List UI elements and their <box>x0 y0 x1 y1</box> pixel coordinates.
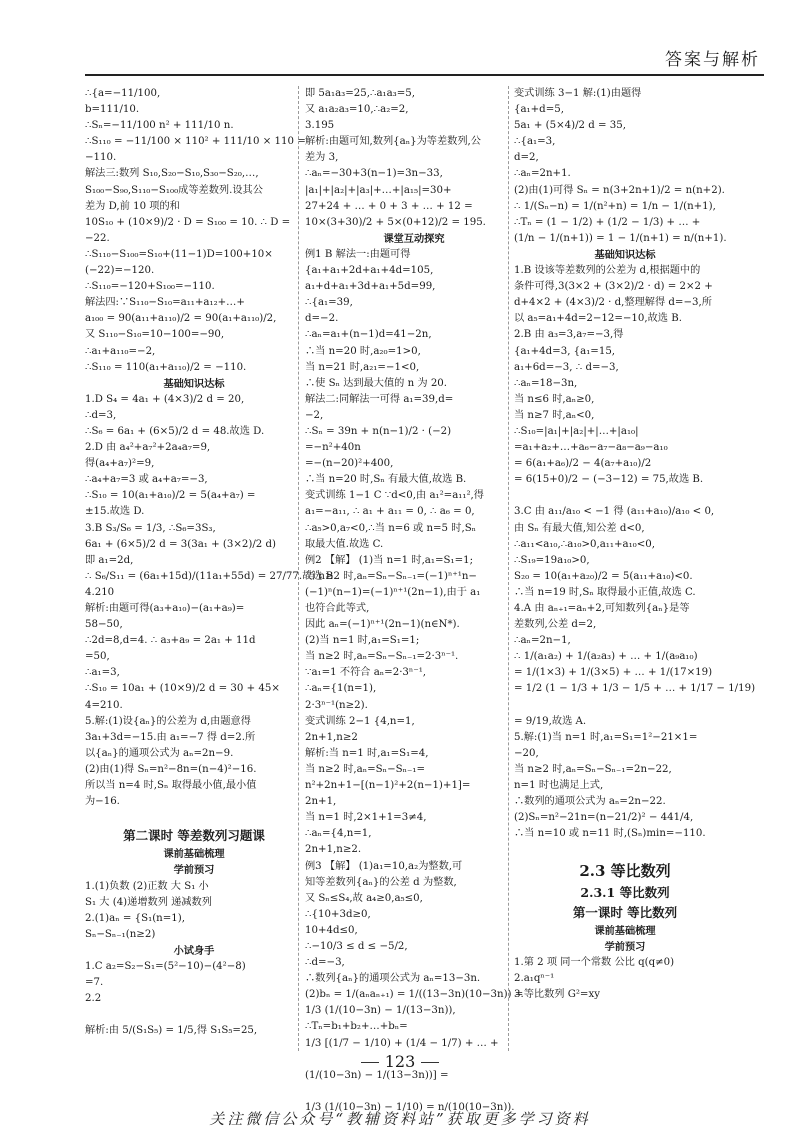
text-line: (−1)ⁿ(n−1)=(−1)ⁿ⁺¹(2n−1),由于 a₁ <box>305 586 481 598</box>
text-line: 变式训练 3−1 解:(1)由题得 <box>514 88 642 99</box>
text-line: (1/(10−3n) − 1/(13−3n))] = <box>305 1069 449 1081</box>
text-line: = 1/2 (1 − 1/3 + 1/3 − 1/5 + … + 1/17 − 1/19) <box>514 683 756 695</box>
text-line: 2.D 由 a₄²+a₇²+2a₄a₇=9, <box>85 442 211 454</box>
text-line: ∴{10+3d≥0, <box>305 908 371 920</box>
footer-note: 关注微信公众号“教辅资料站”获取更多学习资料 <box>209 1110 591 1128</box>
text-line: 为−16. <box>85 796 120 808</box>
text-line: (1/n − 1/(n+1)) = 1 − 1/(n+1) = n/(n+1). <box>514 232 727 244</box>
section-heading: 第二课时 等差数列习题课 <box>123 828 265 844</box>
text-line <box>514 698 736 714</box>
text-line: 3.C 由 a₁₁/a₁₀ < −1 得 (a₁₁+a₁₀)/a₁₀ < 0, <box>514 506 715 518</box>
text-line: ∴S₁₁₀ = −11/100 × 110² + 111/10 × 110 = <box>85 136 306 148</box>
text-line: 1.第 2 项 同一个常数 公比 q(q≠0) <box>514 956 675 968</box>
text-line: ∴aₙ=a₁+(n−1)d=41−2n, <box>305 329 432 341</box>
text-line: ∴ 1/(a₁a₂) + 1/(a₂a₃) + … + 1/(a₉a₁₀) <box>514 651 698 663</box>
text-line: 3a₁+3d=−15.由 a₁=−7 得 d=2.所 <box>85 731 256 743</box>
text-line: 得(a₄+a₇)²=9, <box>85 458 155 470</box>
text-line: −110. <box>85 152 117 164</box>
text-line: −2, <box>305 409 324 421</box>
text-line: 10×(3+30)/2 + 5×(0+12)/2 = 195. <box>305 216 486 228</box>
text-line: 差为 3, <box>305 152 339 164</box>
text-line: ∴aₙ=18−3n, <box>514 377 578 389</box>
text-line: 条件可得,3(3×2 + (3×2)/2 · d) = 2×2 + <box>514 281 713 293</box>
text-line: (2)当 n=1 时,a₁=S₁=1; <box>305 635 420 647</box>
text-line: =a₁+a₂+…+a₆−a₇−a₈−a₉−a₁₀ <box>514 442 668 454</box>
text-line: ∴当 n=19 时,Sₙ 取得最小正值,故选 C. <box>514 586 696 598</box>
text-line: ∴aₙ=−30+3(n−1)=3n−33, <box>305 168 443 180</box>
section-heading: 课前基础梳理 <box>594 924 656 937</box>
text-line: ∴S₁₁₀−S₁₀₀=S₁₀+(11−1)D=100+10× <box>85 248 273 260</box>
text-line: 当 n≤6 时,aₙ≥0, <box>514 393 595 405</box>
text-line: 变式训练 1−1 C ∵d<0,由 a₁²=a₁₁²,得 <box>305 490 484 502</box>
text-line <box>514 488 736 504</box>
text-line: a₁+d+a₁+3d+a₁+5d=99, <box>305 281 436 293</box>
text-line: 6a₁ + (6×5)/2 d = 3(3a₁ + (3×2)/2 d) <box>85 538 276 550</box>
column-middle <box>305 86 523 1116</box>
text-line: 差数列,公差 d=2, <box>514 619 597 631</box>
text-line: (2)由(1)可得 Sₙ = n(3+2n+1)/2 = n(n+2). <box>514 184 725 196</box>
text-line: = 1/(1×3) + 1/(3×5) + … + 1/(17×19) <box>514 667 713 679</box>
text-line: |a₁|+|a₂|+|a₃|+…+|a₁₅|=30+ <box>305 184 452 196</box>
text-line: (2)Sₙ=n²−21n=(n−21/2)² − 441/4, <box>514 812 694 824</box>
text-line: 当 n≥7 时,aₙ<0, <box>514 409 595 421</box>
section-heading: 2.3 等比数列 <box>579 861 671 880</box>
text-line: a₁₀₀ = 90(a₁₁+a₁₁₀)/2 = 90(a₁+a₁₁₀)/2, <box>85 313 277 325</box>
text-line: ∴{a₁=3, <box>514 136 556 148</box>
text-line: ∴Tₙ = (1 − 1/2) + (1/2 − 1/3) + … + <box>514 216 701 228</box>
text-line: d+4×2 + (4×3)/2 · d,整理解得 d=−3,所 <box>514 297 712 309</box>
text-line: 解析:由题可得(a₃+a₁₀)−(a₁+a₉)= <box>85 603 245 614</box>
section-heading: 课堂互动探究 <box>383 232 445 245</box>
page-number: 123 <box>0 1052 800 1071</box>
text-line: 当 n=1 时,2×1+1=3≠4, <box>305 812 427 824</box>
text-line: ∴S₁₁₀=−120+S₁₀₀=−110. <box>85 281 215 293</box>
text-line: 当 n≥2 时,aₙ=Sₙ−Sₙ₋₁=2n−22, <box>514 763 672 775</box>
column-right <box>514 86 756 1003</box>
text-line: 例1 B 解法一:由题可得 <box>305 248 411 260</box>
text-line: ∴a₄+a₇=3 或 a₄+a₇=−3, <box>85 474 208 486</box>
text-line: (2)bₙ = 1/(aₙaₙ₊₁) = 1/((13−3n)(10−3n)) = <box>305 989 524 1001</box>
text-line: 当 n≥2 时,aₙ=Sₙ−Sₙ₋₁=2·3ⁿ⁻¹. <box>305 651 459 663</box>
text-line: =7. <box>85 977 104 989</box>
text-line: ∴Tₙ=b₁+b₂+…+bₙ= <box>305 1021 408 1033</box>
text-line: 例3 【解】 (1)a₁=10,a₂为整数,可 <box>305 860 463 872</box>
text-line: ∴Sₙ=−11/100 n² + 111/10 n. <box>85 120 234 132</box>
page-header-title: 答案与解析 <box>665 50 760 70</box>
section-heading: 学前预习 <box>173 864 215 877</box>
text-line: 27+24 + … + 0 + 3 + … + 12 = <box>305 200 473 212</box>
text-line: 即 5a₁a₃=25,∴a₁a₃=5, <box>305 88 416 99</box>
text-line: 又 S₁₁₀−S₁₀=10−100=−90, <box>85 329 225 341</box>
text-line: ∴数列{aₙ}的通项公式为 aₙ=13−3n. <box>305 973 481 985</box>
section-heading: 学前预习 <box>604 940 646 953</box>
text-line <box>85 1007 303 1023</box>
text-line: =−(n−20)²+400, <box>305 458 394 470</box>
text-line: ∴使 Sₙ 达到最大值的 n 为 20. <box>305 377 448 389</box>
text-line: 4.A 由 aₙ₊₁=aₙ+2,可知数列{aₙ}是等 <box>514 603 690 614</box>
text-line: ∴d=−3, <box>305 957 345 969</box>
text-line: ∴当 n=20 时,a₂₀=1>0, <box>305 345 421 357</box>
section-heading: 第一课时 等比数列 <box>572 904 678 920</box>
section-heading: 课前基础梳理 <box>163 848 225 861</box>
text-line: {a₁+d=5, <box>514 104 564 116</box>
text-line: S₁₀₀−S₉₀,S₁₁₀−S₁₀₀成等差数列.设其公 <box>85 184 263 196</box>
text-line: 所以当 n=4 时,Sₙ 取得最小值,最小值 <box>85 780 257 792</box>
text-line: 又 Sₙ≤S₄,故 a₄≥0,a₅≤0, <box>305 892 423 904</box>
text-line: 2n+1,n≥2 <box>305 731 358 743</box>
text-line: 知等差数列{aₙ}的公差 d 为整数, <box>305 876 457 888</box>
text-line: 2n+1,n≥2. <box>305 844 362 856</box>
text-line: 以 a₅=a₁+4d=2−12=−10,故选 B. <box>514 313 682 325</box>
text-line: 5a₁ + (5×4)/2 d = 35, <box>514 120 626 132</box>
text-line: 取最大值.故选 C. <box>305 538 384 550</box>
text-line: 1/3 (1/(10−3n) − 1/10) = n/(10(10−3n)). <box>305 1101 515 1113</box>
text-line: ∴S₆ = 6a₁ + (6×5)/2 d = 48.故选 D. <box>85 425 265 437</box>
text-line: ∴2d=8,d=4. ∴ a₃+a₉ = 2a₁ + 11d <box>85 635 256 647</box>
text-line: n=1 时也满足上式, <box>514 780 604 792</box>
text-line <box>305 1084 523 1100</box>
text-line: 3.195 <box>305 120 335 132</box>
text-line: 5.解:(1)当 n=1 时,a₁=S₁=1²−21×1= <box>514 731 698 743</box>
section-heading: 基础知识达标 <box>163 377 225 390</box>
text-line <box>514 842 736 858</box>
text-line: 解法三:数列 S₁₀,S₂₀−S₁₀,S₃₀−S₂₀,…, <box>85 168 259 180</box>
text-line: ±15.故选 D. <box>85 506 145 518</box>
text-line: d=2, <box>514 152 539 164</box>
text-line: −20, <box>514 747 539 759</box>
text-line: 2·3ⁿ⁻¹(n≥2). <box>305 699 368 711</box>
text-line: ∴aₙ={4,n=1, <box>305 828 372 840</box>
text-line: Sₙ−Sₙ₋₁(n≥2) <box>85 928 156 940</box>
text-line: 2.a₁qⁿ⁻¹ <box>514 972 555 984</box>
text-line <box>85 810 303 826</box>
text-line: b=111/10. <box>85 104 140 116</box>
text-line: ∴ S₆/S₁₁ = (6a₁+15d)/(11a₁+55d) = 27/77.故选 B. <box>85 570 337 582</box>
text-line: 当 n=21 时,a₂₁=−1<0, <box>305 361 420 373</box>
text-line: −22. <box>85 232 110 244</box>
text-line: 1.(1)负数 (2)正数 大 S₁ 小 <box>85 880 209 892</box>
section-heading: 2.3.1 等比数列 <box>580 884 670 900</box>
text-line: ∴Sₙ = 39n + n(n−1)/2 · (−2) <box>305 425 452 437</box>
column-separator-1 <box>298 86 299 1051</box>
section-heading: 小试身手 <box>173 944 215 957</box>
text-line: ∵a₁=1 不符合 aₙ=2·3ⁿ⁻¹, <box>305 667 427 679</box>
text-line: 又 a₁a₂a₃=10,∴a₂=2, <box>305 104 409 116</box>
text-line: 由 Sₙ 有最大值,知公差 d<0, <box>514 522 645 534</box>
text-line: ∴当 n=20 时,Sₙ 有最大值,故选 B. <box>305 474 467 486</box>
text-line: n²+2n+1−[(n−1)²+2(n−1)+1]= <box>305 780 471 792</box>
text-line: 58−50, <box>85 619 123 631</box>
text-line: 解析:当 n=1 时,a₁=S₁=4, <box>305 747 429 759</box>
text-line: ∴aₙ={1(n=1), <box>305 683 377 695</box>
text-line: (2)由(1)得 Sₙ=n²−8n=(n−4)²−16. <box>85 763 257 775</box>
text-line: = 6(15+0)/2 − (−3−12) = 75,故选 B. <box>514 474 704 486</box>
text-line: 3.等比数列 G²=xy <box>514 988 600 1000</box>
text-line: 差为 D,前 10 项的和 <box>85 200 180 212</box>
text-line: a₁=−a₁₁, ∴ a₁ + a₁₁ = 0, ∴ a₆ = 0, <box>305 506 475 518</box>
text-line: ∴S₁₀=|a₁|+|a₂|+|…+|a₁₀| <box>514 425 639 437</box>
text-line: 解法二:同解法一可得 a₁=39,d= <box>305 393 454 405</box>
text-line: 当 n≥2 时,aₙ=Sₙ−Sₙ₋₁=(−1)ⁿ⁺¹n− <box>305 570 477 582</box>
text-line: = 6(a₁+a₆)/2 − 4(a₇+a₁₀)/2 <box>514 458 652 470</box>
text-line: 当 n≥2 时,aₙ=Sₙ−Sₙ₋₁= <box>305 763 425 775</box>
text-line: d=−2. <box>305 313 339 325</box>
section-heading: 基础知识达标 <box>594 248 656 261</box>
text-line: 1.C a₂=S₂−S₁=(5²−10)−(4²−8) <box>85 960 246 972</box>
text-line: ∴S₁₀ = 10(a₁+a₁₀)/2 = 5(a₄+a₇) = <box>85 490 256 502</box>
text-line: 解析:由 5/(S₁S₅) = 1/5,得 S₁S₅=25, <box>85 1025 258 1037</box>
text-line: ∴−10/3 ≤ d ≤ −5/2, <box>305 940 408 952</box>
text-line: 因此 aₙ=(−1)ⁿ⁺¹(2n−1)(n∈N*). <box>305 619 460 631</box>
text-line: S₂₀ = 10(a₁+a₂₀)/2 = 5(a₁₁+a₁₀)<0. <box>514 570 693 582</box>
header-rule <box>85 74 764 76</box>
text-line: ∴a₁=3, <box>85 667 120 679</box>
text-line: ∴S₁₀ = 10a₁ + (10×9)/2 d = 30 + 45× <box>85 683 280 695</box>
text-line: 也符合此等式, <box>305 603 370 614</box>
text-line: 4.210 <box>85 586 115 598</box>
text-line: ∴a₁₁<a₁₀,∴a₁₀>0,a₁₁+a₁₀<0, <box>514 538 655 550</box>
text-line: a₁+6d=−3, ∴ d=−3, <box>514 361 619 373</box>
text-line: 2.2 <box>85 993 102 1005</box>
text-line: 1.B 设该等差数列的公差为 d,根据题中的 <box>514 265 701 277</box>
text-line: ∴S₁₉=19a₁₀>0, <box>514 554 590 566</box>
text-line: 例2 【解】 (1)当 n=1 时,a₁=S₁=1; <box>305 554 474 566</box>
text-line: 以{aₙ}的通项公式为 aₙ=2n−9. <box>85 747 234 759</box>
text-line: 10S₁₀ + (10×9)/2 · D = S₁₀₀ = 10. ∴ D = <box>85 216 291 228</box>
column-separator-2 <box>508 86 509 1051</box>
text-line: ∴当 n=10 或 n=11 时,(Sₙ)min=−110. <box>514 828 706 840</box>
text-line: ∴a₅>0,a₇<0,∴当 n=6 或 n=5 时,Sₙ <box>305 522 477 534</box>
text-line: 即 a₁=2d, <box>85 554 134 566</box>
text-line: = 9/19,故选 A. <box>514 715 587 727</box>
text-line: 4=210. <box>85 699 123 711</box>
text-line: 2n+1, <box>305 796 337 808</box>
text-line: 10+4d≤0, <box>305 924 358 936</box>
text-line: ∴{a₁=39, <box>305 297 353 309</box>
text-line: 1.D S₄ = 4a₁ + (4×3)/2 d = 20, <box>85 393 245 405</box>
text-line: {a₁+4d=3, {a₁=15, <box>514 345 616 357</box>
text-line: ∴aₙ=2n−1, <box>514 635 571 647</box>
text-line: 变式训练 2−1 {4,n=1, <box>305 715 415 727</box>
text-line: 解析:由题可知,数列{aₙ}为等差数列,公 <box>305 136 481 148</box>
text-line: ∴{a=−11/100, <box>85 88 161 99</box>
text-line: 3.B S₃/S₆ = 1/3, ∴S₆=3S₃, <box>85 522 216 534</box>
text-line: ∴aₙ=2n+1. <box>514 168 571 180</box>
text-line: ∴数列的通项公式为 aₙ=2n−22. <box>514 796 666 808</box>
text-line: 5.解:(1)设{aₙ}的公差为 d,由题意得 <box>85 715 251 727</box>
text-line: 解法四:∵S₁₁₀−S₁₀=a₁₁+a₁₂+…+ <box>85 297 245 309</box>
text-line: 1/3 [(1/7 − 1/10) + (1/4 − 1/7) + … + <box>305 1037 499 1049</box>
text-line: {a₁+a₁+2d+a₁+4d=105, <box>305 265 434 277</box>
text-line: ∴d=3, <box>85 409 117 421</box>
text-line: =−n²+40n <box>305 442 361 454</box>
text-line: (−22)=−120. <box>85 265 155 277</box>
text-line: 1/3 (1/(10−3n) − 1/(13−3n)), <box>305 1005 456 1017</box>
text-line: ∴S₁₁₀ = 110(a₁+a₁₁₀)/2 = −110. <box>85 361 247 373</box>
text-line: 2.(1)aₙ = {S₁(n=1), <box>85 912 185 924</box>
text-line: ∴a₁+a₁₁₀=−2, <box>85 345 156 357</box>
text-line: S₁ 大 (4)递增数列 递减数列 <box>85 896 212 908</box>
text-line: =50, <box>85 651 110 663</box>
text-line: 2.B 由 a₃=3,a₇=−3,得 <box>514 329 624 341</box>
text-line: ∴ 1/(Sₙ−n) = 1/(n²+n) = 1/n − 1/(n+1), <box>514 200 716 212</box>
